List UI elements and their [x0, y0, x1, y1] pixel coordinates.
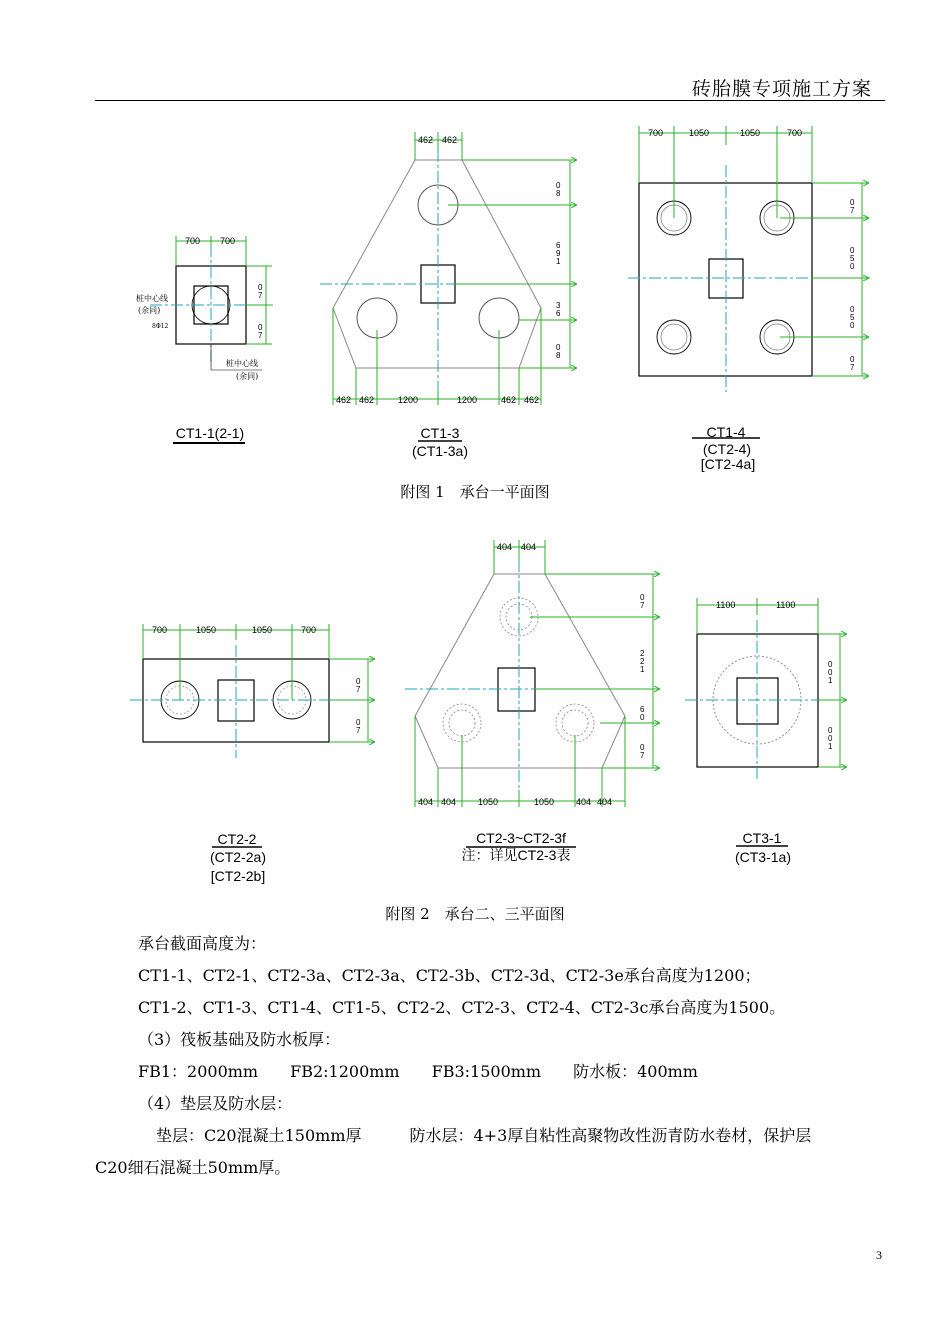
svg-text:0: 0 — [850, 355, 855, 364]
svg-text:1100: 1100 — [716, 600, 736, 610]
svg-text:8: 8 — [556, 189, 561, 198]
svg-text:462: 462 — [359, 395, 375, 405]
svg-text:462: 462 — [501, 395, 517, 405]
svg-text:0: 0 — [556, 343, 561, 352]
svg-text:404: 404 — [521, 542, 537, 552]
page-number: 3 — [876, 1248, 882, 1262]
svg-text:1050: 1050 — [740, 128, 761, 138]
ct1-4-drawing — [628, 126, 870, 392]
svg-text:(余同): (余同) — [236, 372, 259, 381]
svg-text:0: 0 — [850, 262, 855, 271]
header-rule — [95, 100, 885, 101]
svg-text:1050: 1050 — [196, 625, 217, 635]
paragraph-raft-values: FB1：2000mm FB2:1200mm FB3:1500mm 防水板：400mm — [138, 1062, 698, 1081]
ct2-3-drawing — [405, 540, 659, 807]
svg-text:(余同): (余同) — [138, 306, 161, 315]
figure-1-drawings — [0, 120, 950, 600]
ct1-3-drawing — [320, 132, 576, 405]
svg-text:6: 6 — [640, 705, 645, 714]
svg-text:0: 0 — [850, 305, 855, 314]
svg-text:1: 1 — [640, 665, 645, 674]
svg-text:0: 0 — [556, 181, 561, 190]
ct2-2-alt-label: (CT2-2a) — [209, 849, 267, 865]
svg-text:2: 2 — [640, 649, 645, 658]
svg-text:7: 7 — [258, 331, 263, 340]
ct1-3-alt-label: (CT1-3a) — [411, 443, 469, 459]
paragraph-section-height: 承台截面高度为： — [138, 934, 267, 953]
svg-text:0: 0 — [640, 713, 645, 722]
paragraph-cushion-heading: （4）垫层及防水层： — [138, 1094, 293, 1113]
ct1-1-note-pile-centerline: 桩中心线 — [136, 294, 168, 303]
svg-text:7: 7 — [640, 751, 645, 760]
svg-text:700: 700 — [787, 128, 803, 138]
document-header-title: 砖胎膜专项施工方案 — [691, 78, 872, 100]
svg-text:0: 0 — [850, 321, 855, 330]
ct1-1-label: CT1-1(2-1) — [175, 425, 245, 441]
figure-1-caption: 附图 1 承台一平面图 — [400, 483, 550, 501]
svg-text:0: 0 — [640, 593, 645, 602]
svg-text:0: 0 — [828, 726, 833, 735]
ct1-1-dim-side-1: 0 — [258, 283, 263, 292]
svg-text:0: 0 — [828, 668, 833, 677]
svg-text:1050: 1050 — [478, 797, 499, 807]
ct2-2-drawing — [130, 624, 374, 758]
svg-text:404: 404 — [576, 797, 592, 807]
svg-text:7: 7 — [258, 291, 263, 300]
ct3-1-label: CT3-1 — [742, 830, 782, 846]
paragraph-height-1500: CT1-2、CT1-3、CT1-4、CT1-5、CT2-2、CT2-3、CT2-4、CT2-3c承台高度为1500。 — [138, 998, 786, 1017]
svg-text:5: 5 — [850, 254, 855, 263]
svg-text:462: 462 — [418, 135, 434, 145]
paragraph-height-1200: CT1-1、CT2-1、CT2-3a、CT2-3a、CT2-3b、CT2-3d、CT2-3e承台高度为1200； — [138, 966, 761, 985]
svg-text:404: 404 — [597, 797, 613, 807]
svg-text:2: 2 — [640, 657, 645, 666]
svg-text:462: 462 — [442, 135, 458, 145]
svg-text:7: 7 — [640, 601, 645, 610]
svg-text:0: 0 — [356, 677, 361, 686]
ct1-1-dim-side-2: 0 — [258, 323, 263, 332]
svg-text:7: 7 — [850, 206, 855, 215]
ct1-1-dim-top-2: 700 — [220, 236, 236, 246]
svg-text:0: 0 — [640, 743, 645, 752]
svg-text:1100: 1100 — [776, 600, 796, 610]
ct1-1-note-bottom: 桩中心线 — [226, 359, 258, 368]
svg-text:0: 0 — [356, 718, 361, 727]
svg-text:7: 7 — [850, 363, 855, 372]
svg-text:462: 462 — [336, 395, 352, 405]
ct1-1-dim-top-1: 700 — [185, 236, 201, 246]
svg-text:3: 3 — [556, 301, 561, 310]
figure-2-caption: 附图 2 承台二、三平面图 — [385, 905, 565, 923]
svg-text:7: 7 — [356, 685, 361, 694]
ct3-1-drawing — [685, 598, 846, 780]
svg-text:700: 700 — [301, 625, 317, 635]
svg-text:7: 7 — [356, 726, 361, 735]
ct2-2-label: CT2-2 — [217, 831, 257, 847]
svg-text:6: 6 — [556, 309, 561, 318]
svg-text:404: 404 — [418, 797, 434, 807]
ct2-3-note: 注：详见CT2-3表 — [461, 847, 571, 863]
paragraph-cushion-detail: 垫层：C20混凝土150mm厚 防水层：4+3厚自粘性高聚物改性沥青防水卷材，保护层 — [156, 1126, 812, 1145]
svg-text:700: 700 — [152, 625, 168, 635]
svg-text:0: 0 — [828, 734, 833, 743]
svg-text:404: 404 — [497, 542, 513, 552]
paragraph-cushion-detail-cont: C20细石混凝土50mm厚。 — [95, 1158, 291, 1177]
svg-text:0: 0 — [850, 246, 855, 255]
svg-text:1050: 1050 — [252, 625, 273, 635]
paragraph-raft-heading: （3）筏板基础及防水板厚： — [138, 1030, 341, 1049]
svg-text:0: 0 — [828, 660, 833, 669]
svg-text:5: 5 — [850, 313, 855, 322]
ct1-4-label: CT1-4 — [706, 424, 746, 440]
ct1-1-drawing — [136, 236, 275, 381]
svg-text:9: 9 — [556, 249, 561, 258]
svg-text:8: 8 — [556, 351, 561, 360]
svg-text:404: 404 — [441, 797, 457, 807]
ct2-3-label: CT2-3~CT2-3f — [476, 830, 566, 846]
svg-text:1050: 1050 — [534, 797, 555, 807]
ct1-1-note-rebar: 8Φ12 — [152, 323, 169, 330]
svg-text:462: 462 — [524, 395, 540, 405]
svg-text:0: 0 — [850, 198, 855, 207]
ct1-4-alt-label: (CT2-4) — [702, 441, 752, 457]
svg-text:700: 700 — [648, 128, 664, 138]
ct1-3-label: CT1-3 — [420, 425, 460, 441]
svg-text:1050: 1050 — [689, 128, 710, 138]
ct3-1-alt-label: (CT3-1a) — [734, 849, 792, 865]
svg-text:1: 1 — [828, 676, 833, 685]
svg-text:1200: 1200 — [457, 395, 478, 405]
svg-text:1: 1 — [556, 257, 561, 266]
svg-text:1: 1 — [828, 742, 833, 751]
ct2-2-alt2-label: [CT2-2b] — [210, 868, 266, 884]
ct1-4-alt2-label: [CT2-4a] — [700, 456, 756, 472]
svg-text:6: 6 — [556, 241, 561, 250]
figure-2-drawings — [0, 530, 950, 890]
svg-text:1200: 1200 — [398, 395, 419, 405]
